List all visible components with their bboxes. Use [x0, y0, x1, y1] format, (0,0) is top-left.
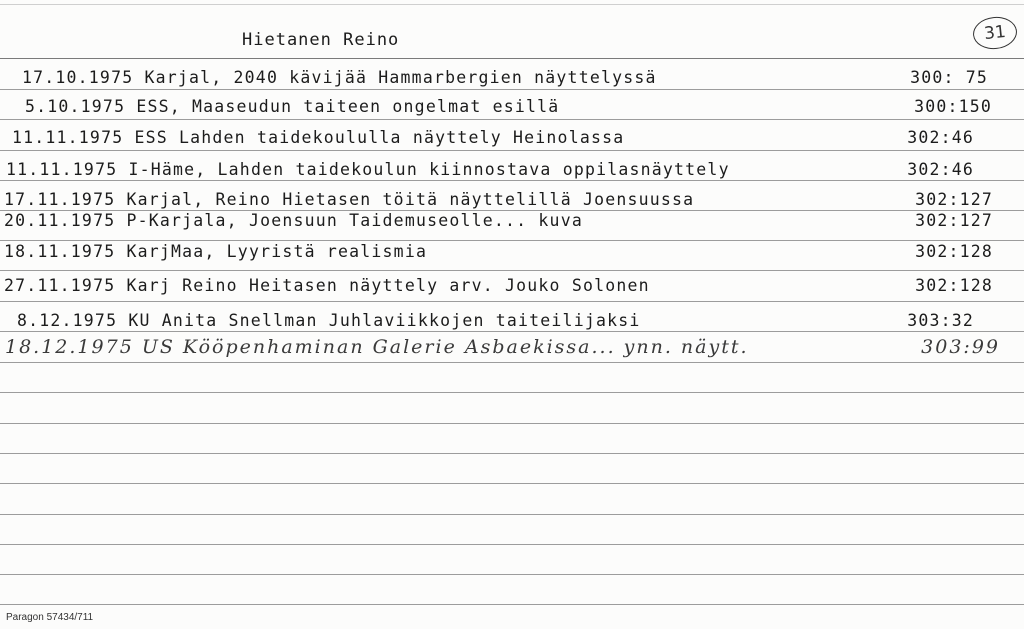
- ruled-line: [0, 453, 1024, 454]
- entry-text: 18.12.1975 US Kööpenhaminan Galerie Asbaekissa... ynn. näytt.: [5, 336, 749, 358]
- ruled-line: [0, 544, 1024, 545]
- card-entry: [0, 242, 1024, 268]
- ruled-line: [0, 240, 1024, 241]
- entry-text: 17.11.1975 Karjal, Reino Hietasen töitä näyttelillä Joensuussa: [4, 190, 695, 209]
- card-entry: [0, 311, 1024, 337]
- card-title: Hietanen Reino: [242, 30, 400, 50]
- card-entry: [0, 68, 1024, 94]
- entry-text: 11.11.1975 ESS Lahden taidekoululla näyttely Heinolassa: [12, 128, 625, 147]
- entry-text: 17.10.1975 Karjal, 2040 kävijää Hammarbergien näyttelyssä: [22, 68, 657, 87]
- entry-text: 5.10.1975 ESS, Maaseudun taiteen ongelmat esillä: [25, 97, 560, 116]
- card-entry: [0, 128, 1024, 154]
- ruled-line: [0, 423, 1024, 424]
- card-entry: [0, 97, 1024, 123]
- ruled-line: [0, 514, 1024, 515]
- card-entry: [0, 160, 1024, 186]
- card-footer: Paragon 57434/711: [6, 612, 94, 623]
- entry-reference: 302:127: [915, 211, 993, 230]
- entry-reference: 303:99: [921, 336, 1000, 358]
- card-entry: [0, 211, 1024, 237]
- card-entry: [0, 276, 1024, 302]
- entry-text: 20.11.1975 P-Karjala, Joensuun Taidemuseolle... kuva: [4, 211, 583, 230]
- ruled-line: [0, 483, 1024, 484]
- entry-text: 8.12.1975 KU Anita Snellman Juhlaviikkojen taiteilijaksi: [17, 311, 641, 330]
- ruled-line: [0, 362, 1024, 363]
- entry-text: 18.11.1975 KarjMaa, Lyyristä realismia: [4, 242, 428, 261]
- entry-reference: 300: 75: [910, 68, 988, 87]
- entry-reference: 302:128: [915, 276, 993, 295]
- entry-text: 11.11.1975 I-Häme, Lahden taidekoulun kiinnostava oppilasnäyttely: [6, 160, 730, 179]
- entry-reference: 302:127: [915, 190, 993, 209]
- entry-reference: 302:128: [915, 242, 993, 261]
- ruled-line: [0, 604, 1024, 605]
- ruled-line: [0, 270, 1024, 271]
- entry-reference: 303:32: [907, 311, 974, 330]
- ruled-line: [0, 574, 1024, 575]
- card-number-circle: 31: [971, 15, 1018, 51]
- entry-reference: 302:46: [907, 160, 974, 179]
- handwritten-entry: [0, 336, 1024, 362]
- entry-reference: 302:46: [907, 128, 974, 147]
- card-top-edge: [0, 4, 1024, 5]
- entry-reference: 300:150: [914, 97, 992, 116]
- entry-text: 27.11.1975 Karj Reino Heitasen näyttely arv. Jouko Solonen: [4, 276, 650, 295]
- ruled-line: [0, 392, 1024, 393]
- header-rule: [0, 58, 1024, 59]
